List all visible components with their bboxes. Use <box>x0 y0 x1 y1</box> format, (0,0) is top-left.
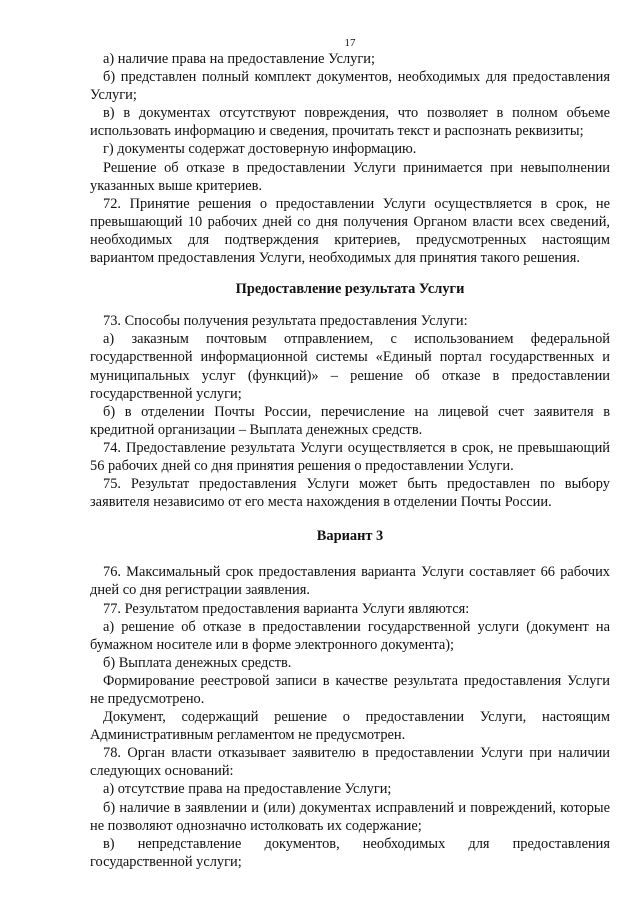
section-heading-variant: Вариант 3 <box>316 528 384 545</box>
paragraph: 78. Орган власти отказывает заявителю в предоставлении Услуги при наличии следующих оснований: <box>90 745 610 780</box>
page-number: 17 <box>344 37 356 49</box>
paragraph: б) Выплата денежных средств. <box>103 654 292 671</box>
paragraph: Формирование реестровой записи в качестве результата предоставления Услуги не предусмотрено. <box>90 672 610 707</box>
paragraph: г) документы содержат достоверную информацию. <box>103 141 417 158</box>
paragraph: а) отсутствие права на предоставление Услуги; <box>103 781 392 798</box>
paragraph: 75. Результат предоставления Услуги может быть предоставлен по выбору заявителя независимо от его места нахождения в отделении Почты России. <box>90 476 610 511</box>
document-page <box>90 0 610 905</box>
paragraph: 72. Принятие решения о предоставлении Услуги осуществляется в срок, не превышающий 10 рабочих дней со дня получения Органом власти всех сведений, необходимых для подтверждения критериев, предусмотренных настоящим вариантом предоставления Услуги, необходимых для принятия такого решения. <box>90 195 610 267</box>
paragraph: Решение об отказе в предоставлении Услуги принимается при невыполнении указанных выше критериев. <box>90 159 610 194</box>
paragraph: 73. Способы получения результата предоставления Услуги: <box>103 313 468 330</box>
paragraph: в) в документах отсутствуют повреждения, что позволяет в полном объеме использовать информацию и сведения, прочитать текст и распознать реквизиты; <box>90 105 610 140</box>
paragraph: Документ, содержащий решение о предоставлении Услуги, настоящим Административным регламентом не предусмотрен. <box>90 709 610 744</box>
paragraph: в) непредставление документов, необходимых для предоставления государственной услуги; <box>90 835 610 870</box>
paragraph: 74. Предоставление результата Услуги осуществляется в срок, не превышающий 56 рабочих дней со дня принятия решения о предоставлении Услуги. <box>90 439 610 474</box>
section-heading-result: Предоставление результата Услуги <box>235 281 465 298</box>
paragraph: 76. Максимальный срок предоставления варианта Услуги составляет 66 рабочих дней со дня регистрации заявления. <box>90 564 610 599</box>
paragraph: а) наличие права на предоставление Услуги; <box>103 51 375 67</box>
paragraph: б) в отделении Почты России, перечисление на лицевой счет заявителя в кредитной организации – Выплата денежных средств. <box>90 403 610 438</box>
paragraph: б) представлен полный комплект документов, необходимых для предоставления Услуги; <box>90 69 610 104</box>
document-body <box>90 50 610 871</box>
paragraph: а) заказным почтовым отправлением, с использованием федеральной государственной информационной системы «Единый портал государственных и муниципальных услуг (функций)» – решение об отказе в предоставлении государственной услуги; <box>90 331 610 402</box>
paragraph: 77. Результатом предоставления варианта Услуги являются: <box>103 600 470 617</box>
paragraph: б) наличие в заявлении и (или) документах исправлений и повреждений, которые не позволяют однозначно истолковать их содержание; <box>90 799 610 834</box>
paragraph: а) решение об отказе в предоставлении государственной услуги (документ на бумажном носителе или в форме электронного документа); <box>90 618 610 653</box>
